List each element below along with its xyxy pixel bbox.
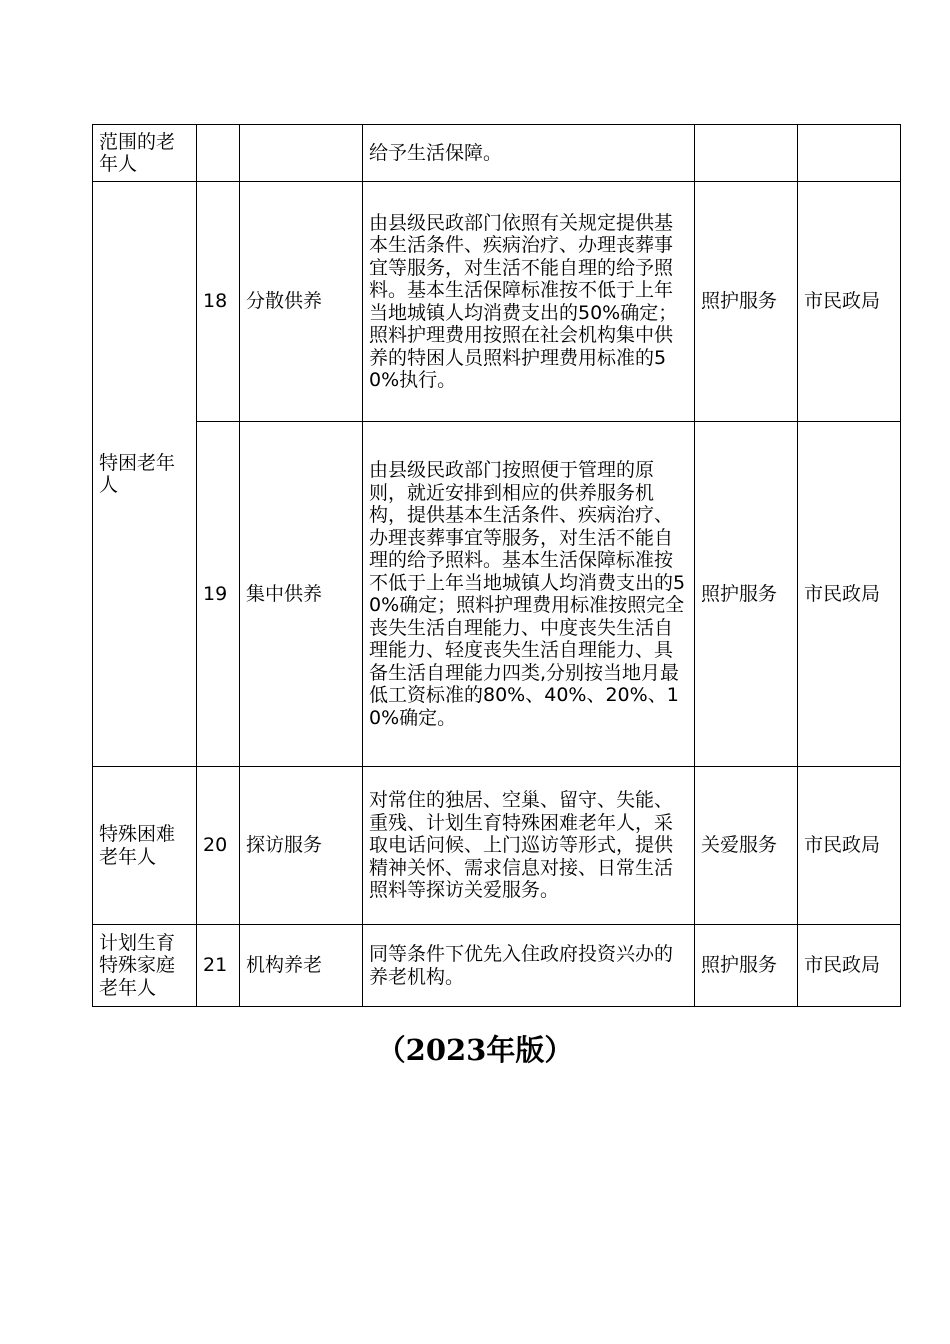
- number-cell: 19: [197, 422, 240, 767]
- service-list-table: [92, 124, 901, 1007]
- table-row: [93, 767, 901, 925]
- description-text: 由县级民政部门依照有关规定提供基本生活条件、疾病治疗、办理丧葬事宜等服务，对生活不能自理的给予照料。基本生活保障标准按不低于上年当地城镇人均消费支出的50%确定；照料护理费用按照在社会机构集中供养的特困人员照料护理费用标准的50%执行。: [369, 211, 678, 391]
- category-cell: 照护服务: [695, 182, 798, 422]
- number-cell: 21: [197, 925, 240, 1007]
- description-cell: [363, 125, 695, 182]
- description-text: 对常住的独居、空巢、留守、失能、重残、计划生育特殊困难老年人，采取电话问候、上门巡访等形式，提供精神关怀、需求信息对接、日常生活照料等探访关爱服务。: [369, 789, 674, 902]
- category-cell: 关爱服务: [695, 767, 798, 925]
- group-cell: 特困老年人: [93, 182, 197, 767]
- department-cell: 市民政局: [798, 422, 901, 767]
- category-cell: [695, 125, 798, 182]
- table-row: [93, 925, 901, 1007]
- item-cell: [240, 125, 363, 182]
- department-cell: 市民政局: [798, 925, 901, 1007]
- description-cell: [363, 925, 695, 1007]
- description-text: 给予生活保障。: [369, 141, 503, 164]
- table-row: [93, 182, 901, 422]
- group-cell: 特殊困难老年人: [93, 767, 197, 925]
- description-cell: [363, 182, 695, 422]
- department-cell: [798, 125, 901, 182]
- number-cell: 18: [197, 182, 240, 422]
- description-text: 由县级民政部门按照便于管理的原则，就近安排到相应的供养服务机构，提供基本生活条件、疾病治疗、办理丧葬事宜等服务，对生活不能自理的给予照料。基本生活保障标准按不低于上年当地城镇人均消费支出的50%确定；照料护理费用标准按照完全丧失生活自理能力、中度丧失生活自理能力、轻度丧失生活自理能力、具备生活自理能力四类,分别按当地月最低工资标准的80%、40%、20%、10%确定。: [369, 459, 686, 729]
- number-cell: [197, 125, 240, 182]
- item-cell: 机构养老: [240, 925, 363, 1007]
- group-cell: 范围的老年人: [93, 125, 197, 182]
- description-text: 同等条件下优先入住政府投资兴办的养老机构。: [369, 943, 674, 988]
- department-cell: 市民政局: [798, 767, 901, 925]
- table-row: [93, 125, 901, 182]
- item-cell: 分散供养: [240, 182, 363, 422]
- description-cell: [363, 422, 695, 767]
- item-cell: 集中供养: [240, 422, 363, 767]
- table-row: [93, 422, 901, 767]
- department-cell: 市民政局: [798, 182, 901, 422]
- category-cell: 照护服务: [695, 422, 798, 767]
- number-cell: 20: [197, 767, 240, 925]
- category-cell: 照护服务: [695, 925, 798, 1007]
- description-cell: [363, 767, 695, 925]
- item-cell: 探访服务: [240, 767, 363, 925]
- edition-label: （2023年版）: [376, 1033, 574, 1067]
- group-cell: 计划生育特殊家庭老年人: [93, 925, 197, 1007]
